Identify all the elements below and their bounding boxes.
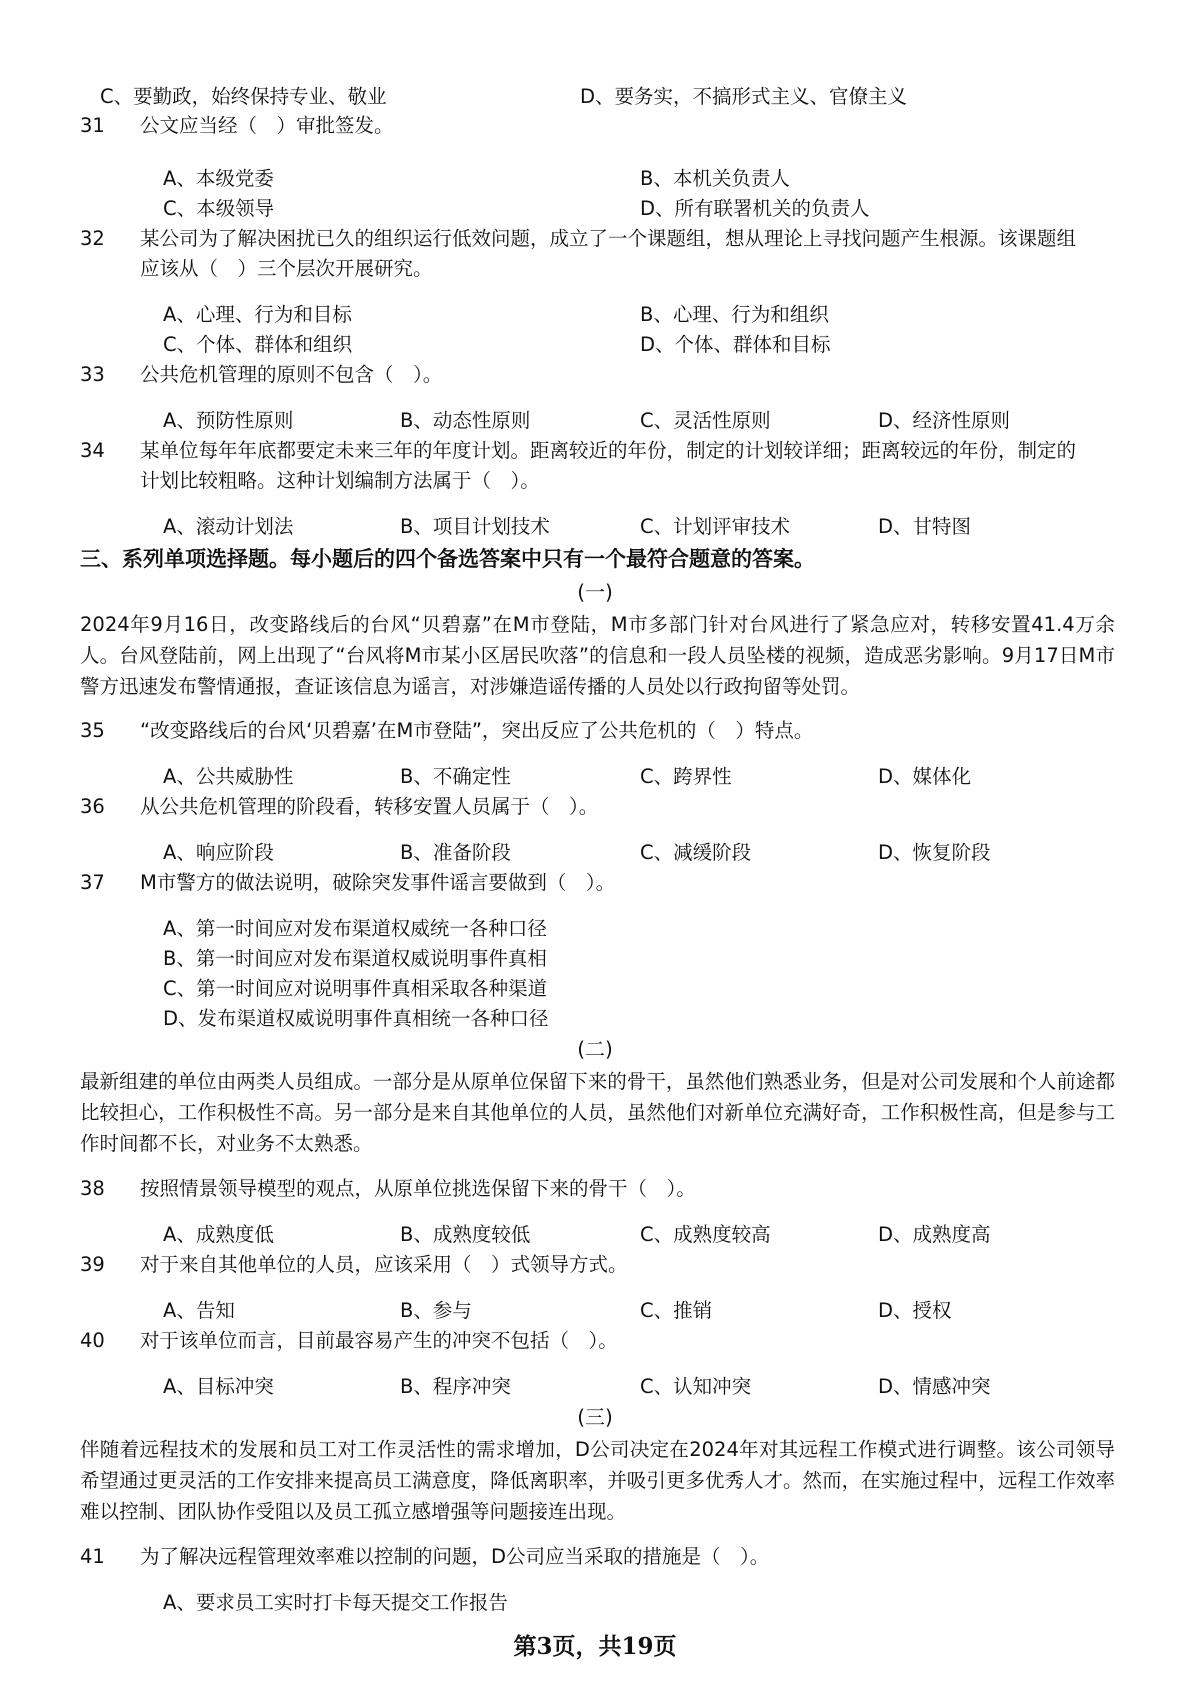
option-c: C、推销: [640, 1299, 713, 1322]
option-a: A、预防性原则: [163, 409, 294, 432]
option-c: C、计划评审技术: [640, 515, 791, 538]
option-b: B、程序冲突: [400, 1375, 511, 1398]
option-a: A、响应阶段: [163, 841, 274, 864]
question-text: 某单位每年年底都要定未来三年的年度计划。距离较近的年份，制定的计划较详细；距离较远的年份，制定的计划比较粗略。这种计划编制方法属于（ ）。: [140, 439, 1077, 492]
option-b: B、成熟度较低: [400, 1223, 531, 1246]
option-a: A、本级党委: [163, 167, 274, 190]
case-title: (三): [577, 1405, 613, 1429]
option-c: C、跨界性: [640, 765, 732, 788]
option-b: B、第一时间应对发布渠道权威说明事件真相: [163, 947, 547, 970]
option-a: A、成熟度低: [163, 1223, 274, 1246]
option-c: C、成熟度较高: [640, 1223, 771, 1246]
question-text: 按照情景领导模型的观点，从原单位挑选保留下来的骨干（ ）。: [140, 1177, 696, 1200]
question-number: 36: [80, 795, 105, 818]
question-number: 37: [80, 871, 105, 894]
option-c: C、灵活性原则: [640, 409, 771, 432]
option-a: A、目标冲突: [163, 1375, 274, 1398]
question-number: 39: [80, 1253, 105, 1276]
option-d: D、媒体化: [878, 765, 972, 788]
question-number: 38: [80, 1177, 105, 1200]
option-a: A、公共威胁性: [163, 765, 294, 788]
option-a: A、第一时间应对发布渠道权威统一各种口径: [163, 917, 547, 940]
page-footer: 第3页，共19页: [513, 1633, 677, 1660]
question-text: 对于来自其他单位的人员，应该采用（ ）式领导方式。: [140, 1253, 628, 1276]
question-number: 35: [80, 719, 105, 742]
question-text: 公文应当经（ ）审批签发。: [140, 114, 394, 137]
case-paragraph: 最新组建的单位由两类人员组成。一部分是从原单位保留下来的骨干，虽然他们熟悉业务，但是对公司发展和个人前途都比较担心，工作积极性不高。另一部分是来自其他单位的人员，虽然他们对新单位充满好奇，工作积极性高，但是参与工作时间都不长，对业务不太熟悉。: [80, 1070, 1115, 1155]
question-number: 41: [80, 1545, 105, 1568]
option-a: A、告知: [163, 1299, 235, 1322]
case-paragraph: 伴随着远程技术的发展和员工对工作灵活性的需求增加，D公司决定在2024年对其远程工作模式进行调整。该公司领导希望通过更灵活的工作安排来提高员工满意度，降低离职率，并吸引更多优秀人才。然而，在实施过程中，远程工作效率难以控制、团队协作受阻以及员工孤立感增强等问题接连出现。: [80, 1438, 1115, 1523]
section-heading: 三、系列单项选择题。每小题后的四个备选答案中只有一个最符合题意的答案。: [80, 547, 815, 571]
option-c: C、本级领导: [163, 197, 275, 220]
question-text: 为了解决远程管理效率难以控制的问题，D公司应当采取的措施是（ ）。: [140, 1545, 770, 1568]
option-d: D、发布渠道权威说明事件真相统一各种口径: [163, 1007, 549, 1030]
option-d: D、甘特图: [878, 515, 972, 538]
option-d: D、经济性原则: [878, 409, 1011, 432]
option-d: D、恢复阶段: [878, 841, 991, 864]
question-number: 33: [80, 363, 105, 386]
question-number: 40: [80, 1329, 105, 1352]
option-c: C、第一时间应对说明事件真相采取各种渠道: [163, 977, 548, 1000]
question-number: 34: [80, 439, 105, 462]
option-b: B、准备阶段: [400, 841, 511, 864]
option-b: B、心理、行为和组织: [640, 303, 829, 326]
option-c: C、认知冲突: [640, 1375, 752, 1398]
case-paragraph: 2024年9月16日，改变路线后的台风“贝碧嘉”在M市登陆，M市多部门针对台风进行了紧急应对，转移安置41.4万余人。台风登陆前，网上出现了“台风将M市某小区居民吹落”的信息和一段人员坠楼的视频，造成恶劣影响。9月17日M市警方迅速发布警情通报，查证该信息为谣言，对涉嫌造谣传播的人员处以行政拘留等处罚。: [80, 613, 1115, 698]
option-d: D、个体、群体和目标: [640, 333, 831, 356]
option-b: B、动态性原则: [400, 409, 531, 432]
option-a: A、要求员工实时打卡每天提交工作报告: [163, 1591, 508, 1614]
case-title: (二): [577, 1037, 613, 1061]
option-c: C、减缓阶段: [640, 841, 752, 864]
option-b: B、本机关负责人: [640, 167, 790, 190]
prev-option-c: C、要勤政，始终保持专业、敬业: [100, 85, 387, 108]
question-number: 31: [80, 114, 105, 137]
option-b: B、项目计划技术: [400, 515, 550, 538]
case-title: (一): [577, 580, 613, 604]
option-d: D、成熟度高: [878, 1223, 991, 1246]
question-number: 32: [80, 227, 105, 250]
question-text: “改变路线后的台风‘贝碧嘉’在M市登陆”，突出反应了公共危机的（ ）特点。: [140, 719, 814, 742]
question-text: 公共危机管理的原则不包含（ ）。: [140, 363, 443, 386]
option-c: C、个体、群体和组织: [163, 333, 353, 356]
option-b: B、不确定性: [400, 765, 511, 788]
prev-option-d: D、要务实，不搞形式主义、官僚主义: [580, 85, 908, 108]
option-a: A、滚动计划法: [163, 515, 294, 538]
question-text: 某公司为了解决困扰已久的组织运行低效问题，成立了一个课题组，想从理论上寻找问题产生根源。该课题组应该从（ ）三个层次开展研究。: [140, 227, 1077, 280]
option-b: B、参与: [400, 1299, 472, 1322]
option-d: D、授权: [878, 1299, 952, 1322]
question-text: 对于该单位而言，目前最容易产生的冲突不包括（ ）。: [140, 1329, 618, 1352]
option-d: D、情感冲突: [878, 1375, 991, 1398]
option-d: D、所有联署机关的负责人: [640, 197, 870, 220]
question-text: M市警方的做法说明，破除突发事件谣言要做到（ ）。: [140, 871, 616, 894]
question-text: 从公共危机管理的阶段看，转移安置人员属于（ ）。: [140, 795, 599, 818]
option-a: A、心理、行为和目标: [163, 303, 352, 326]
